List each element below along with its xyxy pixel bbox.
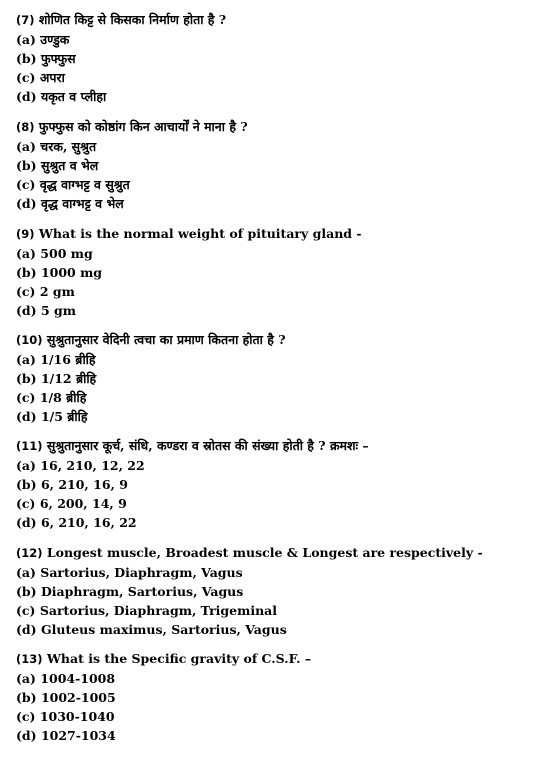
option-text: 1004-1008	[40, 671, 116, 686]
question-number: (12)	[16, 546, 43, 560]
option-text: चरक, सुश्रुत	[40, 139, 97, 154]
option-text: वृद्ध वाग्भट्ट व भेल	[40, 196, 124, 211]
option-text: Sartorius, Diaphragm, Vagus	[40, 565, 243, 580]
option-d	[16, 301, 536, 320]
option-b	[16, 263, 536, 282]
option-label: (d)	[16, 196, 37, 211]
option-a	[16, 669, 536, 688]
option-label: (d)	[16, 409, 37, 424]
option-a	[16, 456, 536, 475]
question-11	[16, 436, 536, 532]
option-text: 1/16 ब्रीहि	[40, 352, 96, 367]
question-12	[16, 543, 536, 639]
option-text: 1000 mg	[40, 265, 103, 280]
option-text: 6, 210, 16, 22	[40, 515, 137, 530]
option-label: (a)	[16, 565, 36, 580]
option-label: (c)	[16, 603, 36, 618]
option-label: (d)	[16, 89, 37, 104]
option-b	[16, 582, 536, 601]
option-text: सुश्रुत व भेल	[40, 158, 99, 173]
option-a	[16, 137, 536, 156]
option-text: फुफ्फुस	[40, 51, 76, 66]
option-text: यकृत व प्लीहा	[40, 89, 107, 104]
option-label: (a)	[16, 671, 36, 686]
question-7	[16, 10, 536, 106]
option-a	[16, 563, 536, 582]
option-text: उण्डुक	[40, 32, 70, 47]
option-label: (a)	[16, 32, 36, 47]
option-text: Gluteus maximus, Sartorius, Vagus	[40, 622, 287, 637]
option-d	[16, 194, 536, 213]
option-text: 2 gm	[39, 284, 75, 299]
option-text: 500 mg	[40, 246, 93, 261]
option-label: (c)	[16, 496, 36, 511]
question-number: (10)	[16, 333, 43, 347]
option-d	[16, 407, 536, 426]
option-label: (b)	[16, 477, 37, 492]
option-label: (d)	[16, 622, 37, 637]
option-text: 1027-1034	[40, 728, 116, 743]
option-label: (c)	[16, 284, 36, 299]
option-label: (a)	[16, 246, 36, 261]
option-label: (a)	[16, 352, 36, 367]
option-a	[16, 30, 536, 49]
question-number: (7)	[16, 13, 35, 27]
question-text: सुश्रुतानुसार वेदिनी त्वचा का प्रमाण कितना होता है ?	[46, 332, 286, 347]
question-text: शोणित किट्ट से किसका निर्माण होता है ?	[38, 12, 227, 27]
option-d	[16, 620, 536, 639]
question-9	[16, 224, 536, 320]
option-text: 5 gm	[40, 303, 76, 318]
question-8	[16, 117, 536, 213]
option-text: 6, 210, 16, 9	[40, 477, 128, 492]
option-label: (b)	[16, 51, 37, 66]
option-c	[16, 68, 536, 87]
option-b	[16, 49, 536, 68]
option-text: 6, 200, 14, 9	[39, 496, 127, 511]
option-label: (b)	[16, 371, 37, 386]
option-d	[16, 513, 536, 532]
option-text: 1/12 ब्रीहि	[40, 371, 97, 386]
question-number: (9)	[16, 227, 35, 241]
option-label: (c)	[16, 390, 36, 405]
option-a	[16, 350, 536, 369]
option-label: (b)	[16, 690, 37, 705]
option-label: (b)	[16, 584, 37, 599]
option-text: Diaphragm, Sartorius, Vagus	[40, 584, 244, 599]
question-text: Longest muscle, Broadest muscle & Longest are respectively -	[46, 545, 483, 560]
option-b	[16, 475, 536, 494]
option-c	[16, 388, 536, 407]
option-label: (c)	[16, 177, 36, 192]
question-number: (13)	[16, 652, 43, 666]
option-label: (d)	[16, 515, 37, 530]
option-text: 16, 210, 12, 22	[40, 458, 145, 473]
question-text: What is the Specific gravity of C.S.F. –	[46, 651, 312, 666]
option-label: (b)	[16, 158, 37, 173]
option-d	[16, 87, 536, 106]
option-label: (d)	[16, 303, 37, 318]
question-text: फुफ्फुस को कोष्ठांग किन आचार्यों ने माना है ?	[38, 119, 248, 134]
option-b	[16, 156, 536, 175]
option-text: 1030-1040	[39, 709, 115, 724]
option-a	[16, 244, 536, 263]
option-label: (c)	[16, 70, 36, 85]
question-13	[16, 649, 536, 745]
option-c	[16, 282, 536, 301]
option-c	[16, 175, 536, 194]
option-label: (a)	[16, 458, 36, 473]
option-c	[16, 601, 536, 620]
question-text: What is the normal weight of pituitary gland -	[38, 226, 362, 241]
option-text: 1/5 ब्रीहि	[40, 409, 88, 424]
option-text: वृद्ध वाग्भट्ट व सुश्रुत	[39, 177, 130, 192]
option-label: (c)	[16, 709, 36, 724]
option-text: अपरा	[39, 70, 65, 85]
question-number: (8)	[16, 120, 35, 134]
option-label: (a)	[16, 139, 36, 154]
question-text: सुश्रुतानुसार कूर्च, संधि, कण्डरा व स्रोतस की संख्या होती है ? क्रमशः –	[46, 438, 369, 453]
option-c	[16, 494, 536, 513]
option-c	[16, 707, 536, 726]
question-number: (11)	[16, 439, 43, 453]
option-text: 1002-1005	[40, 690, 116, 705]
option-text: Sartorius, Diaphragm, Trigeminal	[39, 603, 278, 618]
option-label: (d)	[16, 728, 37, 743]
option-text: 1/8 ब्रीहि	[39, 390, 87, 405]
question-10	[16, 330, 536, 426]
option-label: (b)	[16, 265, 37, 280]
option-b	[16, 369, 536, 388]
option-d	[16, 726, 536, 745]
option-b	[16, 688, 536, 707]
